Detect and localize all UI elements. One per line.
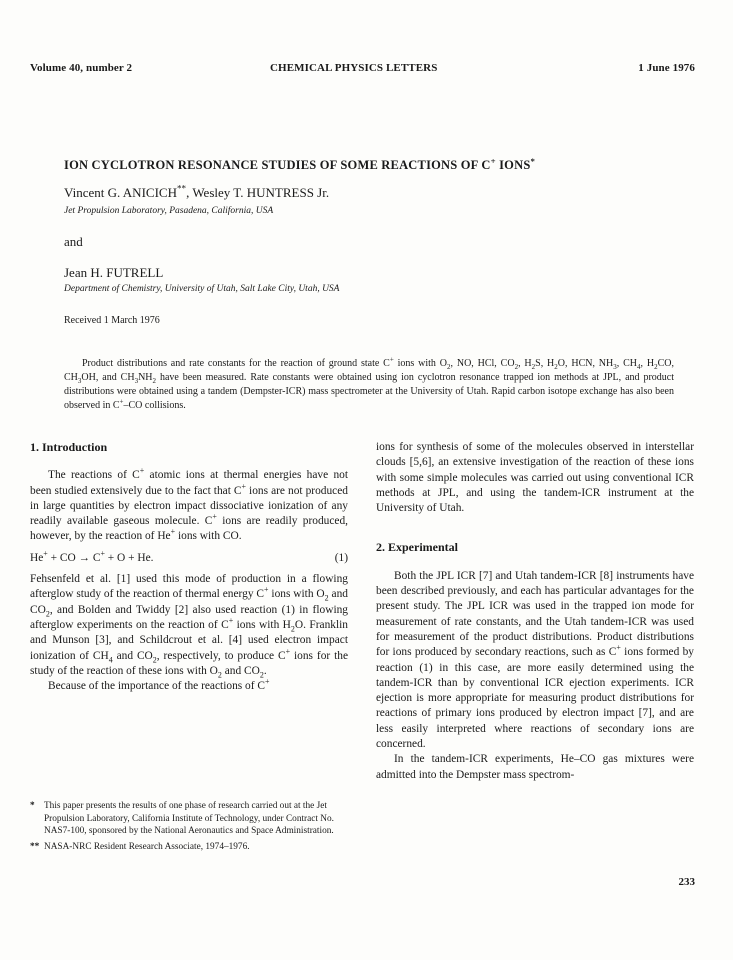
- footnotes: [30, 800, 348, 856]
- affiliation-utah: Department of Chemistry, University of Utah, Salt Lake City, Utah, USA: [64, 284, 340, 294]
- equation-body: He+ + CO → C+ + O + He.: [30, 548, 154, 564]
- footnote-mark: **: [30, 841, 40, 852]
- article-title: ION CYCLOTRON RESONANCE STUDIES OF SOME REACTIONS OF C+ IONS*: [64, 155, 536, 172]
- equation-1: [30, 548, 348, 566]
- running-header-volume: Volume 40, number 2: [30, 62, 133, 74]
- paragraph-intro-2: Fehsenfeld et al. [1] used this mode of production in a flowing afterglow study of the reaction of thermal energy C+ ions with $O_2$ and $CO_2$, and Bolden and Twiddy [2] also used reaction (1) in flowing afterglow experiments on the reaction of C+ ions with $H_2O$. Franklin and Munson [3], and Schildcrout et al. [4] used electron impact ionization of $CH_4$ and $CO_2$, respectively, to produce C+ ions for the study of the reaction of these ions with $O_2$ and $CO_2$.: [30, 573, 349, 680]
- abstract: Product distributions and rate constants for the reaction of ground state C+ ions with $O_2$, NO, HCl, $CO_2$, $H_2S$, $H_2O$, HCN, $NH_3$, $CH_4$, $H_2CO$, $CH_3OH$, and $CH_3NH_2$ have been measured. Rate constants were obtained using ion cyclotron resonance trapped ion methods at JPL, and product distributions were obtained using a tandem (Dempster-ICR) mass spectrometer at the University of Utah. Rapid carbon isotope exchange has also been observed in C+–CO collisions.: [64, 355, 674, 411]
- running-header-date: 1 June 1976: [638, 62, 695, 74]
- received-date: Received 1 March 1976: [64, 315, 160, 326]
- footnote-2: [30, 841, 348, 854]
- author-anicich: Vincent G. ANICICH: [64, 185, 177, 200]
- footnote-1: [30, 800, 348, 838]
- right-column: [376, 440, 694, 783]
- paragraph-experimental-1: Both the JPL ICR [7] and Utah tandem-ICR [8] instruments have been described previously, and each has particular advantages for the present study. The JPL ICR was used in the trapped ion mode for measurement of rate constants, and the Utah tandem-ICR was used for measurement of the product distributions. Product distributions for ions produced by secondary reactions, such as C+ ions formed by reaction (1) in this case, are more easily determined using the tandem-ICR than by conventional ICR ejection experiments. ICR ejection is more appropriate for measuring product distributions for reactions of primary ions produced by electron impact [7], and are less easily interpreted where reactions of secondary ions are concerned.: [376, 569, 694, 751]
- left-column: [30, 440, 348, 694]
- affiliation-jpl: Jet Propulsion Laboratory, Pasadena, California, USA: [64, 206, 274, 216]
- author-huntress: , Wesley T. HUNTRESS Jr.: [186, 185, 330, 200]
- author-conjunction: and: [64, 234, 83, 249]
- section-heading-experimental: 2. Experimental: [376, 540, 458, 555]
- paragraph-intro-3-start: Because of the importance of the reactions of C+: [48, 677, 270, 693]
- equation-number: (1): [334, 551, 348, 564]
- author-futrell: Jean H. FUTRELL: [64, 265, 164, 280]
- footnote-mark: *: [30, 801, 35, 811]
- page-number: 233: [678, 876, 695, 888]
- running-header-journal: CHEMICAL PHYSICS LETTERS: [270, 62, 438, 74]
- footnote-text: NASA-NRC Resident Research Associate, 1974–1976.: [44, 841, 250, 852]
- paragraph-intro-3-cont: ions for synthesis of some of the molecules observed in interstellar clouds [5,6], an extensive investigation of the reaction of these ions with some simple molecules was carried out using conventional ICR methods at JPL, and using the tandem-ICR instrument at the University of Utah.: [376, 441, 694, 515]
- paragraph-intro-1: The reactions of C+ atomic ions at thermal energies have not been studied extensively due to the fact that C+ ions are not produced in large quantities by electron impact dissociative ionization of any readily available gaseous molecule. C+ ions are readily produced, however, by the reaction of He+ ions with CO.: [30, 466, 348, 543]
- footnote-text: This paper presents the results of one phase of research carried out at the Jet Propulsion Laboratory, California Institute of Technology, under Contract No. NAS7-100, sponsored by the National Aeronautics and Space Administration.: [44, 801, 334, 836]
- paragraph-experimental-2: In the tandem-ICR experiments, He–CO gas mixtures were admitted into the Dempster mass spectrom-: [376, 753, 694, 781]
- author-line-1: Vincent G. ANICICH**, Wesley T. HUNTRESS Jr.: [64, 183, 330, 200]
- section-heading-introduction: 1. Introduction: [30, 440, 108, 454]
